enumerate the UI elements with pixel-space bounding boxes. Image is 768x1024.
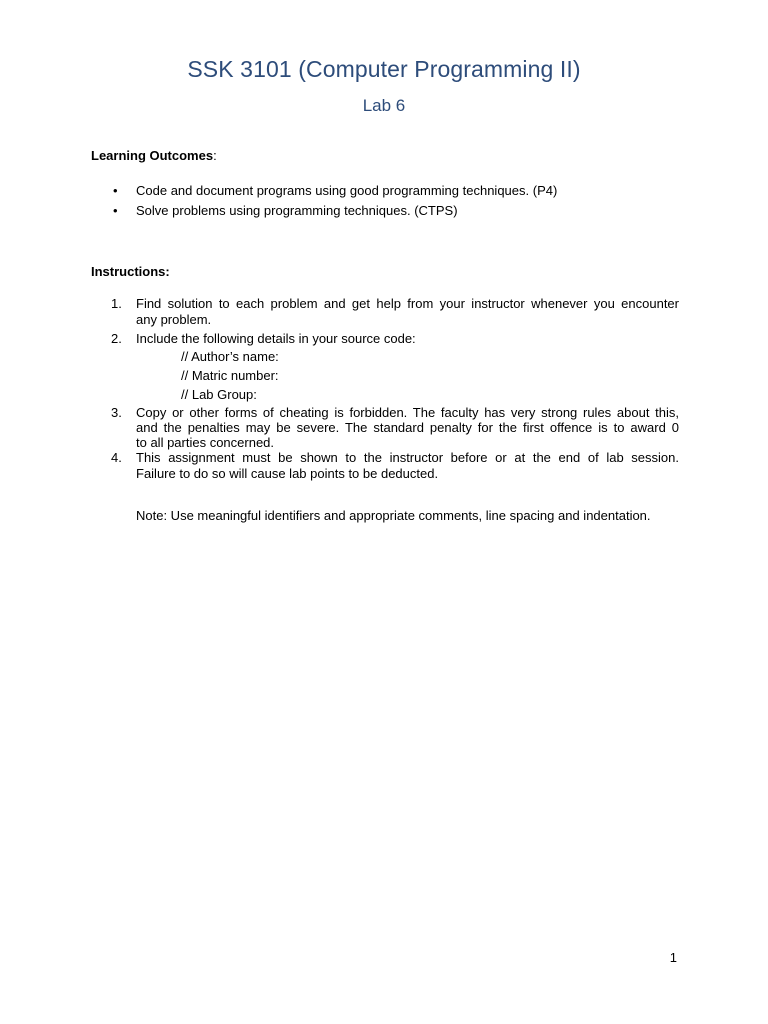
list-item [91,450,679,482]
code-detail-line: // Matric number: [181,368,279,383]
list-item [91,405,679,450]
learning-outcomes-list [91,181,691,221]
bullet-icon: • [113,183,118,198]
list-item [91,296,679,328]
instruction-line: Include the following details in your source code: [136,331,416,346]
instruction-line: any problem. [136,312,212,327]
instructions-heading [91,264,170,280]
instruction-line: Failure to do so will cause lab points to be deducted. [136,466,439,481]
document-title: SSK 3101 (Computer Programming II) [187,56,581,82]
learning-outcome-text: Code and document programs using good programming techniques. (P4) [136,183,558,198]
item-number: 2. [111,331,122,346]
bullet-icon: • [113,203,118,218]
list-item [91,201,691,221]
instruction-line: Find solution to each problem and get help from your instructor whenever you encounter [136,296,679,311]
learning-outcomes-heading-colon: : [213,148,217,163]
document-subtitle: Lab 6 [362,96,406,115]
item-number: 1. [111,296,122,311]
list-item [91,331,679,404]
instructions-note: Note: Use meaningful identifiers and appropriate comments, line spacing and indentation. [136,508,651,523]
code-detail-line: // Author’s name: [181,349,279,364]
instruction-line: and the penalties may be severe. The standard penalty for the first offence is to award 0 [136,420,679,435]
instruction-line: This assignment must be shown to the instructor before or at the end of lab session. [136,450,679,465]
item-number: 4. [111,450,122,465]
learning-outcomes-heading [91,148,217,164]
learning-outcome-text: Solve problems using programming techniques. (CTPS) [136,203,458,218]
instructions-list [91,296,679,482]
instruction-line: Copy or other forms of cheating is forbidden. The faculty has very strong rules about this, [136,405,679,420]
instructions-heading-text: Instructions: [91,264,170,279]
page-number: 1 [669,950,677,965]
learning-outcomes-heading-text: Learning Outcomes [91,148,214,163]
item-number: 3. [111,405,122,420]
list-item [91,181,691,201]
code-detail-line: // Lab Group: [181,387,257,402]
instruction-line: to all parties concerned. [136,435,275,450]
